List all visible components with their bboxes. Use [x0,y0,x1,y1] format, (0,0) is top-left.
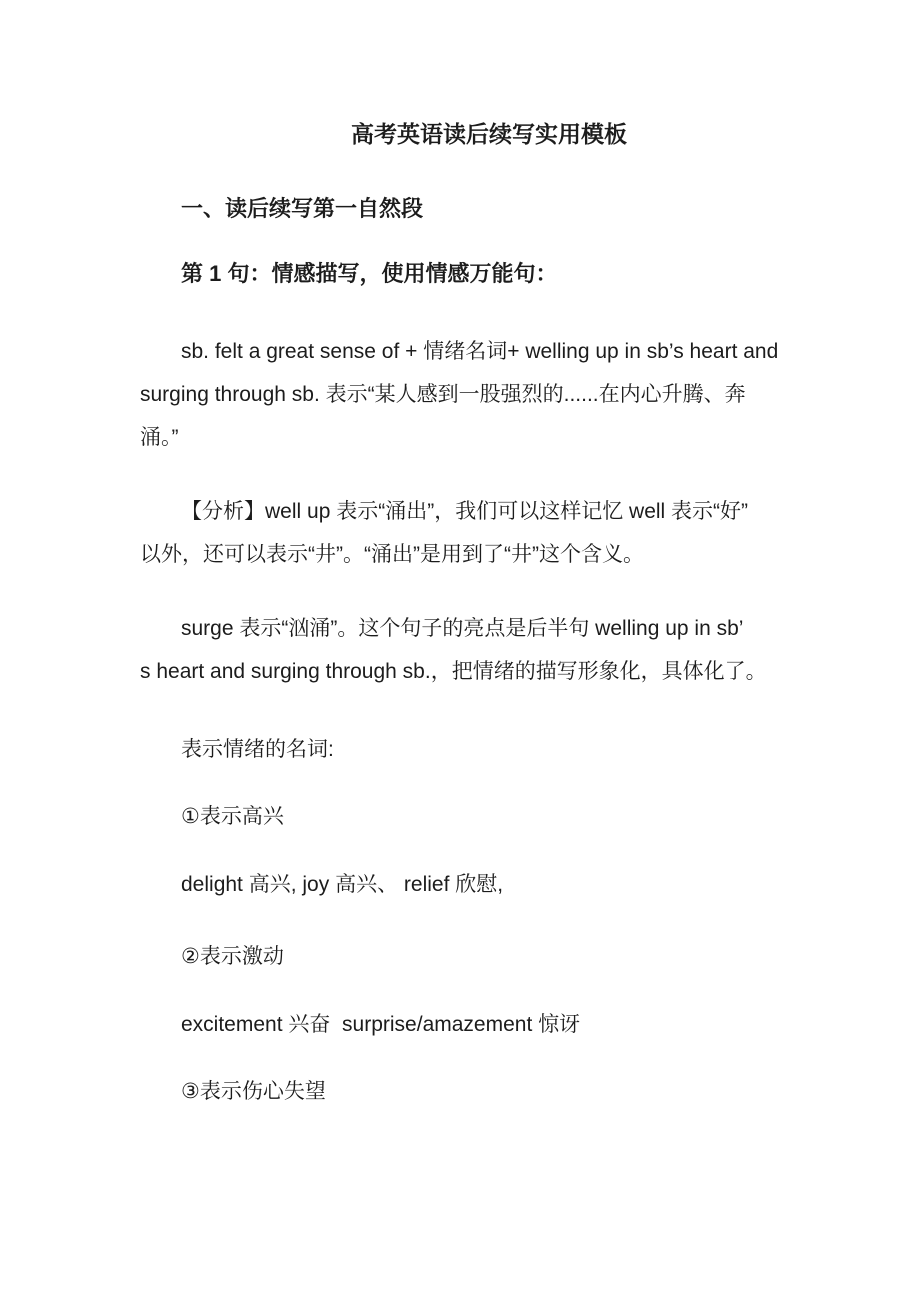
text-line: sb. felt a great sense of + 情绪名词+ welling up in sb’s heart and [181,340,779,363]
text-line: s heart and surging through sb.，把情绪的描写形象化，具体化了。 [140,660,767,683]
text-line: 以外，还可以表示“井”。“涌出”是用到了“井”这个含义。 [140,543,644,566]
text-line: surging through sb. 表示“某人感到一股强烈的......在内心升腾、奔 [140,383,746,406]
surge-note-paragraph [140,607,780,693]
happiness-words: delight 高兴, joy 高兴、 relief 欣慰, [181,873,504,896]
sadness-label: ③表示伤心失望 [181,1080,326,1103]
text-line: 【分析】well up 表示“涌出”，我们可以这样记忆 well 表示“好” [181,500,749,523]
happiness-label: ①表示高兴 [181,805,284,828]
text-line: 涌。” [140,426,179,449]
section-heading: 一、读后续写第一自然段 [181,196,424,221]
text-line: surge 表示“汹涌”。这个句子的亮点是后半句 welling up in sb’ [181,617,744,640]
sentence-heading: 第 1 句：情感描写，使用情感万能句： [181,261,558,286]
emotion-nouns-heading: 表示情绪的名词: [181,738,334,761]
document-title: 高考英语读后续写实用模板 [351,121,627,147]
template-sentence-paragraph [140,330,780,459]
excitement-label: ②表示激动 [181,945,284,968]
analysis-paragraph [140,490,780,576]
excitement-words: excitement 兴奋 surprise/amazement 惊讶 [181,1013,581,1036]
